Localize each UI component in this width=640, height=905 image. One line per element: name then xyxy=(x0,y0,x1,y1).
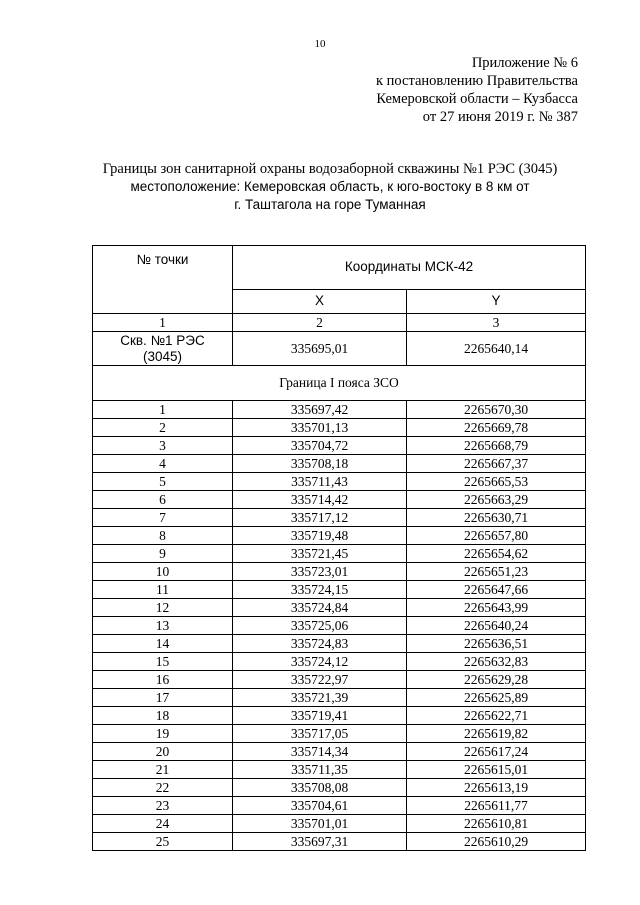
point-number-cell: 16 xyxy=(93,671,233,689)
y-cell: 2265647,66 xyxy=(407,581,586,599)
x-cell: 335722,97 xyxy=(233,671,407,689)
table-row xyxy=(93,833,586,851)
point-number-cell: 5 xyxy=(93,473,233,491)
point-number-cell: 14 xyxy=(93,635,233,653)
table-row xyxy=(93,743,586,761)
y-cell: 2265630,71 xyxy=(407,509,586,527)
y-cell: 2265670,30 xyxy=(407,401,586,419)
table-row xyxy=(93,761,586,779)
point-number-cell: 23 xyxy=(93,797,233,815)
table-row xyxy=(93,563,586,581)
y-cell: 2265611,77 xyxy=(407,797,586,815)
well-y: 2265640,14 xyxy=(407,332,586,366)
x-cell: 335714,34 xyxy=(233,743,407,761)
y-cell: 2265654,62 xyxy=(407,545,586,563)
y-cell: 2265622,71 xyxy=(407,707,586,725)
x-cell: 335724,84 xyxy=(233,599,407,617)
x-cell: 335701,01 xyxy=(233,815,407,833)
y-cell: 2265668,79 xyxy=(407,437,586,455)
point-number-cell: 19 xyxy=(93,725,233,743)
table-row xyxy=(93,419,586,437)
header-y: Y xyxy=(407,289,586,313)
point-number-cell: 2 xyxy=(93,419,233,437)
y-cell: 2265610,81 xyxy=(407,815,586,833)
x-cell: 335704,61 xyxy=(233,797,407,815)
x-cell: 335717,12 xyxy=(233,509,407,527)
title-line: местоположение: Кемеровская область, к юго-востоку в 8 км от xyxy=(130,179,530,194)
index-cell: 1 xyxy=(93,314,233,332)
x-cell: 335714,42 xyxy=(233,491,407,509)
point-number-cell: 11 xyxy=(93,581,233,599)
point-number-cell: 20 xyxy=(93,743,233,761)
well-name-line: Скв. №1 РЭС xyxy=(120,332,205,348)
table-row xyxy=(93,725,586,743)
point-number-cell: 12 xyxy=(93,599,233,617)
point-number-cell: 21 xyxy=(93,761,233,779)
table-row xyxy=(93,779,586,797)
table-row xyxy=(93,653,586,671)
table-row xyxy=(93,617,586,635)
x-cell: 335725,06 xyxy=(233,617,407,635)
well-x: 335695,01 xyxy=(233,332,407,366)
index-cell: 3 xyxy=(407,314,586,332)
header-x: X xyxy=(233,289,407,313)
point-number-cell: 3 xyxy=(93,437,233,455)
document-title xyxy=(80,160,580,214)
table-row xyxy=(93,815,586,833)
y-cell: 2265615,01 xyxy=(407,761,586,779)
title-line: Границы зон санитарной охраны водозаборной скважины №1 РЭС (3045) xyxy=(102,161,558,177)
x-cell: 335723,01 xyxy=(233,563,407,581)
x-cell: 335721,39 xyxy=(233,689,407,707)
table-row xyxy=(93,599,586,617)
point-number-cell: 4 xyxy=(93,455,233,473)
y-cell: 2265657,80 xyxy=(407,527,586,545)
table-row xyxy=(93,689,586,707)
table-row xyxy=(93,401,586,419)
x-cell: 335724,15 xyxy=(233,581,407,599)
point-number-cell: 25 xyxy=(93,833,233,851)
table-row xyxy=(93,545,586,563)
index-row xyxy=(93,314,586,332)
table-row xyxy=(93,797,586,815)
table-row xyxy=(93,437,586,455)
title-line: г. Таштагола на горе Туманная xyxy=(234,197,426,212)
y-cell: 2265613,19 xyxy=(407,779,586,797)
x-cell: 335724,83 xyxy=(233,635,407,653)
y-cell: 2265629,28 xyxy=(407,671,586,689)
point-number-cell: 24 xyxy=(93,815,233,833)
x-cell: 335721,45 xyxy=(233,545,407,563)
index-cell: 2 xyxy=(233,314,407,332)
point-number-cell: 13 xyxy=(93,617,233,635)
point-number-cell: 7 xyxy=(93,509,233,527)
x-cell: 335719,41 xyxy=(233,707,407,725)
table-row xyxy=(93,527,586,545)
y-cell: 2265619,82 xyxy=(407,725,586,743)
y-cell: 2265640,24 xyxy=(407,617,586,635)
appendix-line: Приложение № 6 xyxy=(471,55,578,71)
y-cell: 2265636,51 xyxy=(407,635,586,653)
point-number-cell: 15 xyxy=(93,653,233,671)
appendix-block xyxy=(376,54,578,126)
table-row xyxy=(93,455,586,473)
y-cell: 2265643,99 xyxy=(407,599,586,617)
well-name-cell xyxy=(93,332,233,366)
header-point-number: № точки xyxy=(93,246,233,314)
y-cell: 2265617,24 xyxy=(407,743,586,761)
point-number-cell: 18 xyxy=(93,707,233,725)
table-row xyxy=(93,581,586,599)
coordinates-table xyxy=(92,245,586,851)
zone-row xyxy=(93,366,586,401)
point-number-cell: 6 xyxy=(93,491,233,509)
y-cell: 2265669,78 xyxy=(407,419,586,437)
well-row xyxy=(93,332,586,366)
x-cell: 335697,42 xyxy=(233,401,407,419)
x-cell: 335697,31 xyxy=(233,833,407,851)
y-cell: 2265663,29 xyxy=(407,491,586,509)
point-number-cell: 22 xyxy=(93,779,233,797)
point-number-cell: 17 xyxy=(93,689,233,707)
x-cell: 335701,13 xyxy=(233,419,407,437)
x-cell: 335719,48 xyxy=(233,527,407,545)
appendix-line: Кемеровской области – Кузбасса xyxy=(376,91,578,107)
table-row xyxy=(93,671,586,689)
header-row xyxy=(93,246,586,290)
appendix-line: от 27 июня 2019 г. № 387 xyxy=(422,109,578,125)
x-cell: 335711,35 xyxy=(233,761,407,779)
y-cell: 2265632,83 xyxy=(407,653,586,671)
well-name-line: (3045) xyxy=(142,348,183,364)
table-row xyxy=(93,491,586,509)
y-cell: 2265625,89 xyxy=(407,689,586,707)
point-number-cell: 1 xyxy=(93,401,233,419)
page-number: 10 xyxy=(314,38,326,50)
point-number-cell: 8 xyxy=(93,527,233,545)
table-row xyxy=(93,635,586,653)
x-cell: 335708,08 xyxy=(233,779,407,797)
zone-title: Граница I пояса ЗСО xyxy=(93,366,586,401)
y-cell: 2265667,37 xyxy=(407,455,586,473)
x-cell: 335717,05 xyxy=(233,725,407,743)
table-row xyxy=(93,473,586,491)
x-cell: 335704,72 xyxy=(233,437,407,455)
x-cell: 335711,43 xyxy=(233,473,407,491)
y-cell: 2265651,23 xyxy=(407,563,586,581)
point-number-cell: 10 xyxy=(93,563,233,581)
appendix-line: к постановлению Правительства xyxy=(376,73,578,89)
y-cell: 2265665,53 xyxy=(407,473,586,491)
header-coordinates: Координаты МСК-42 xyxy=(233,246,586,290)
table-row xyxy=(93,707,586,725)
point-number-cell: 9 xyxy=(93,545,233,563)
x-cell: 335708,18 xyxy=(233,455,407,473)
x-cell: 335724,12 xyxy=(233,653,407,671)
table-row xyxy=(93,509,586,527)
y-cell: 2265610,29 xyxy=(407,833,586,851)
